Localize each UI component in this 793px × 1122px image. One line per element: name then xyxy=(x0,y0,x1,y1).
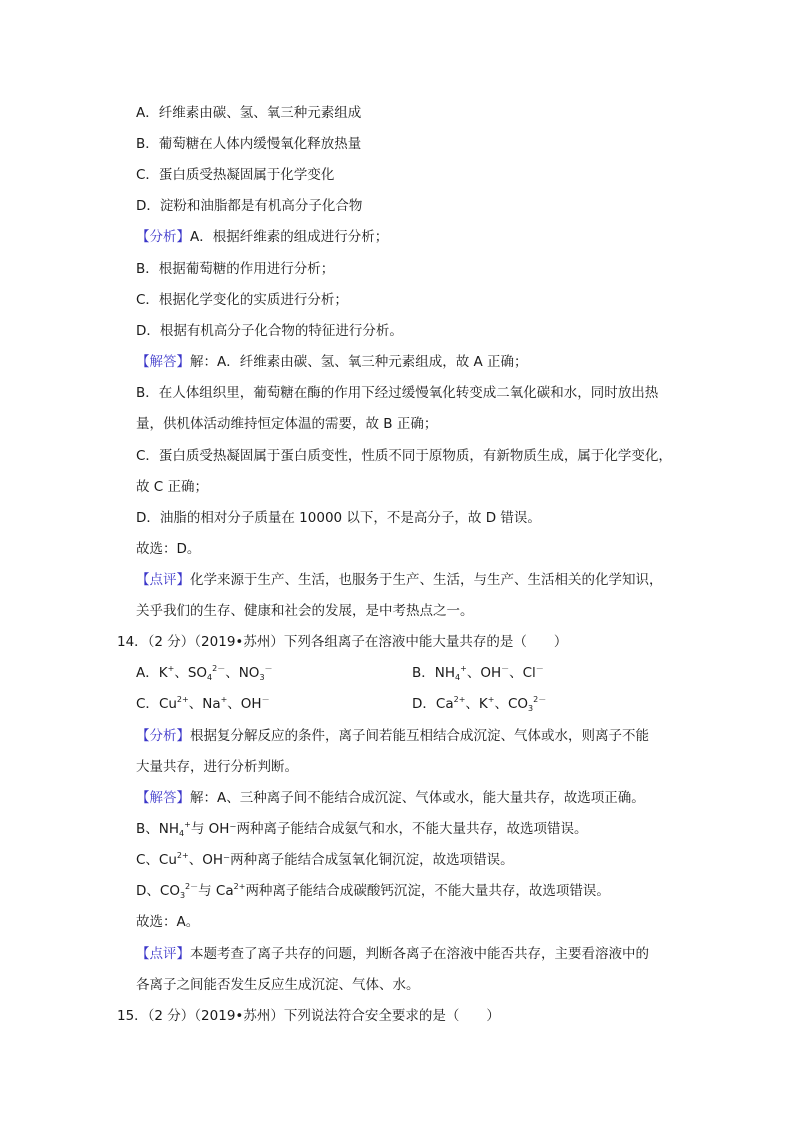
analysis-tag: 【分析】 xyxy=(136,728,190,744)
q14-answer-b: B、$NH_4^+$与 OH⁻两种离子能结合成氨气和水，不能大量共存，故选项错误。 xyxy=(136,820,588,838)
q13-analysis-d: D．根据有机高分子化合物的特征进行分析。 xyxy=(136,323,403,339)
q14-option-c: C．$Cu^{2+}$、Na+、OH－ xyxy=(136,695,270,712)
q13-option-b: B．葡萄糖在人体内缓慢氧化释放热量 xyxy=(136,136,362,152)
q13-answer-line: D．油脂的相对分子质量在 10000 以下，不是高分子，故 D 错误。 xyxy=(136,510,541,526)
q14-stem: 14．（2 分）（2019•苏州）下列各组离子在溶液中能大量共存的是（ ） xyxy=(117,634,568,650)
answer-tag: 【解答】 xyxy=(136,790,190,806)
q13-answer-line: 量，供机体活动维持恒定体温的需要，故 B 正确； xyxy=(136,416,438,432)
q14-comment: 【点评】本题考查了离子共存的问题，判断各离子在溶液中能否共存，主要看溶液中的 xyxy=(136,946,649,962)
q14-comment-line: 各离子之间能否发生反应生成沉淀、气体、水。 xyxy=(136,977,420,993)
q14-analysis: 【分析】根据复分解反应的条件，离子间若能互相结合成沉淀、气体或水，则离子不能 xyxy=(136,728,649,744)
q14-choice: 故选：A。 xyxy=(136,914,200,930)
q13-answer: 【解答】解：A．纤维素由碳、氢、氧三种元素组成，故 A 正确； xyxy=(136,354,528,370)
comment-tag: 【点评】 xyxy=(136,572,190,588)
q13-option-a: A．纤维素由碳、氢、氧三种元素组成 xyxy=(136,105,362,121)
analysis-tag: 【分析】 xyxy=(136,229,190,245)
comment-tag: 【点评】 xyxy=(136,946,190,962)
q13-comment-line: 关乎我们的生存、健康和社会的发展，是中考热点之一。 xyxy=(136,603,474,619)
q13-option-d: D．淀粉和油脂都是有机高分子化合物 xyxy=(136,198,363,214)
q13-answer-line: B．在人体组织里，葡萄糖在酶的作用下经过缓慢氧化转变成二氧化碳和水，同时放出热 xyxy=(136,385,659,401)
q14-answer: 【解答】解：A、三种离子间不能结合成沉淀、气体或水，能大量共存，故选项正确。 xyxy=(136,790,645,806)
q13-analysis: 【分析】A．根据纤维素的组成进行分析； xyxy=(136,229,389,245)
q13-option-c: C．蛋白质受热凝固属于化学变化 xyxy=(136,167,335,183)
q14-option-b: B．$NH_4^+$、OH－、Cl－ xyxy=(412,664,544,682)
q13-choice: 故选：D。 xyxy=(136,541,201,557)
q15-stem: 15．（2 分）（2019•苏州）下列说法符合安全要求的是（ ） xyxy=(117,1008,500,1024)
q14-analysis-line: 大量共存，进行分析判断。 xyxy=(136,759,298,775)
q14-answer-c: C、$Cu^{2+}$、OH⁻两种离子能结合成氢氧化铜沉淀，故选项错误。 xyxy=(136,851,514,868)
q13-answer-line: 故 C 正确； xyxy=(136,479,209,495)
q13-analysis-b: B．根据葡萄糖的作用进行分析； xyxy=(136,261,335,277)
q13-analysis-c: C．根据化学变化的实质进行分析； xyxy=(136,292,348,308)
q14-answer-d: D、$CO_3^{2-}$与 $Ca^{2+}$两种离子能结合成碳酸钙沉淀，不能大量共存，故选项错误。 xyxy=(136,882,610,900)
q14-option-a: A．K+、$SO_4^{2-}$、$NO_3^-$ xyxy=(136,664,273,682)
q14-option-d: D．$Ca^{2+}$、K+、$CO_3^{2-}$ xyxy=(412,695,547,713)
q13-comment: 【点评】化学来源于生产、生活，也服务于生产、生活，与生产、生活相关的化学知识， xyxy=(136,572,663,588)
q13-answer-line: C．蛋白质受热凝固属于蛋白质变性，性质不同于原物质，有新物质生成，属于化学变化， xyxy=(136,448,672,464)
answer-tag: 【解答】 xyxy=(136,354,190,370)
